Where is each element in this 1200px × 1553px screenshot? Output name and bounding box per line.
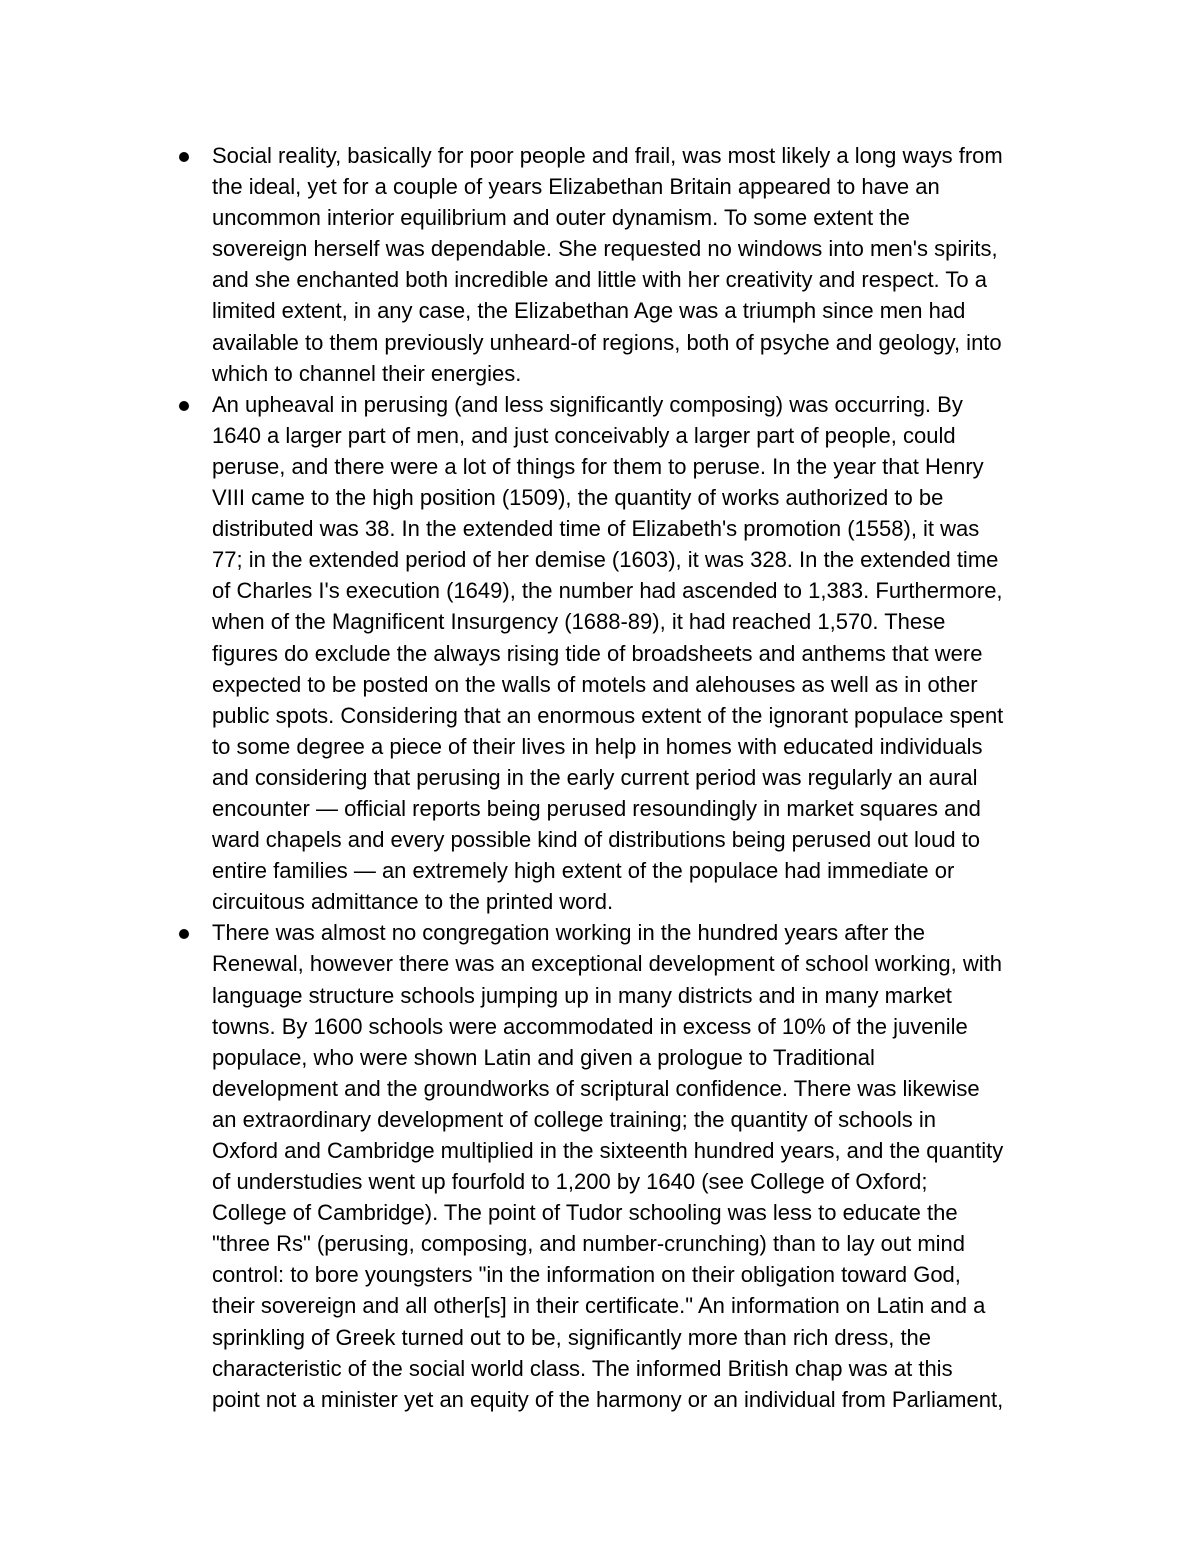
- text-line: control: to bore youngsters "in the information on their obligation toward God,: [212, 1262, 961, 1288]
- bullet-item: [170, 917, 1070, 1415]
- bullet-item: [170, 389, 1070, 918]
- text-line: to some degree a piece of their lives in help in homes with educated individuals: [212, 733, 983, 759]
- text-line: characteristic of the social world class. The informed British chap was at this: [212, 1355, 953, 1381]
- text-line: College of Cambridge). The point of Tudor schooling was less to educate the: [212, 1200, 958, 1226]
- text-line: an extraordinary development of college training; the quantity of schools in: [212, 1106, 936, 1132]
- text-line: An upheaval in perusing (and less significantly composing) was occurring. By: [212, 391, 963, 417]
- bullet-item: [170, 140, 1070, 389]
- bullet-list: [170, 140, 1070, 1415]
- text-line: populace, who were shown Latin and given a prologue to Traditional: [212, 1044, 875, 1070]
- text-line: language structure schools jumping up in many districts and in many market: [212, 982, 952, 1008]
- text-line: their sovereign and all other[s] in their certificate." An information on Latin and a: [212, 1293, 986, 1319]
- text-line: the ideal, yet for a couple of years Elizabethan Britain appeared to have an: [212, 174, 940, 200]
- text-line: when of the Magnificent Insurgency (1688-89), it had reached 1,570. These: [212, 609, 946, 635]
- text-line: limited extent, in any case, the Elizabethan Age was a triumph since men had: [212, 298, 966, 324]
- bullet-dot-icon: [179, 929, 189, 939]
- text-line: and considering that perusing in the early current period was regularly an aural: [212, 764, 978, 790]
- text-line: "three Rs" (perusing, composing, and number-crunching) than to lay out mind: [212, 1231, 966, 1257]
- text-line: sovereign herself was dependable. She requested no windows into men's spirits,: [212, 236, 998, 262]
- text-line: development and the groundworks of scriptural confidence. There was likewise: [212, 1075, 980, 1101]
- text-line: encounter — official reports being perused resoundingly in market squares and: [212, 795, 981, 821]
- text-line: expected to be posted on the walls of motels and alehouses as well as in other: [212, 671, 978, 697]
- text-line: 77; in the extended period of her demise (1603), it was 328. In the extended time: [212, 547, 999, 573]
- text-line: of understudies went up fourfold to 1,200 by 1640 (see College of Oxford;: [212, 1169, 928, 1195]
- text-line: which to channel their energies.: [212, 360, 522, 386]
- text-line: figures do exclude the always rising tide of broadsheets and anthems that were: [212, 640, 983, 666]
- text-line: Renewal, however there was an exceptional development of school working, with: [212, 951, 1002, 977]
- text-line: uncommon interior equilibrium and outer dynamism. To some extent the: [212, 205, 910, 231]
- text-line: distributed was 38. In the extended time of Elizabeth's promotion (1558), it was: [212, 516, 980, 542]
- text-line: point not a minister yet an equity of the harmony or an individual from Parliament,: [212, 1386, 1004, 1412]
- text-line: circuitous admittance to the printed word.: [212, 889, 614, 915]
- text-line: There was almost no congregation working in the hundred years after the: [212, 920, 925, 946]
- text-line: of Charles I's execution (1649), the number had ascended to 1,383. Furthermore,: [212, 578, 1003, 604]
- text-line: 1640 a larger part of men, and just conceivably a larger part of people, could: [212, 422, 956, 448]
- text-line: and she enchanted both incredible and little with her creativity and respect. To a: [212, 267, 987, 293]
- bullet-dot-icon: [179, 401, 189, 411]
- text-line: entire families — an extremely high extent of the populace had immediate or: [212, 858, 955, 884]
- bullet-dot-icon: [179, 152, 189, 162]
- text-line: Social reality, basically for poor people and frail, was most likely a long ways from: [212, 143, 1003, 168]
- text-line: peruse, and there were a lot of things for them to peruse. In the year that Henry: [212, 453, 984, 479]
- text-line: Oxford and Cambridge multiplied in the sixteenth hundred years, and the quantity: [212, 1138, 1004, 1163]
- text-line: ward chapels and every possible kind of distributions being perused out loud to: [212, 827, 981, 853]
- text-line: VIII came to the high position (1509), the quantity of works authorized to be: [212, 485, 944, 511]
- text-line: towns. By 1600 schools were accommodated in excess of 10% of the juvenile: [212, 1013, 968, 1039]
- text-line: public spots. Considering that an enormous extent of the ignorant populace spent: [212, 702, 1004, 728]
- text-line: available to them previously unheard-of regions, both of psyche and geology, into: [212, 329, 1002, 355]
- text-line: sprinkling of Greek turned out to be, significantly more than rich dress, the: [212, 1324, 932, 1350]
